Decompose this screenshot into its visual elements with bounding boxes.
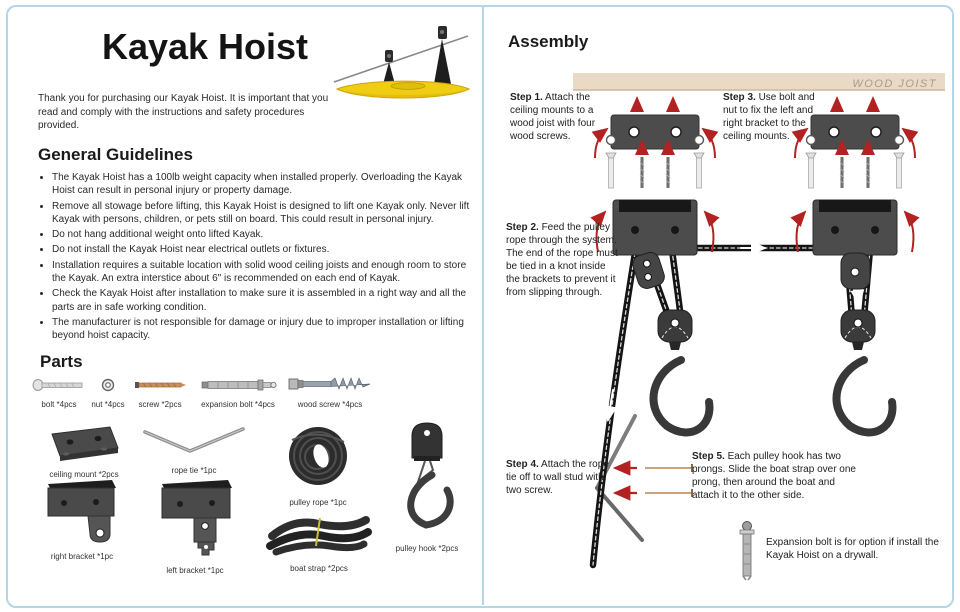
step-2 <box>506 221 622 299</box>
right-bracket-icon <box>40 476 124 546</box>
part-expansion-bolt <box>195 376 281 409</box>
part-screw <box>130 376 190 409</box>
right-bracket-tab <box>841 253 870 289</box>
pulley-hook-left <box>653 360 709 432</box>
hoist-pulley-right <box>434 26 451 84</box>
part-left-bracket <box>150 476 240 575</box>
assembly-heading: Assembly <box>508 32 589 51</box>
pulley-block-right <box>841 310 875 350</box>
step-3-label: Step 3. <box>723 92 756 103</box>
part-label: screw *2pcs <box>138 400 182 409</box>
step-3 <box>723 91 823 143</box>
guidelines-list <box>38 171 480 345</box>
screw-icon <box>132 376 188 394</box>
expansion-bolt-note: Expansion bolt is for option if install the Kayak Hoist on a drywall. <box>766 537 939 561</box>
ceiling-mount-icon <box>44 424 124 464</box>
pulley-rope <box>593 248 870 565</box>
part-label: pulley rope *1pc <box>289 498 347 507</box>
guideline-item: • Check the Kayak Hoist after installation to make sure it is assembled in a right way and all the parts are in safe working condition. <box>52 287 480 314</box>
step-5 <box>692 450 862 502</box>
guideline-item: • The manufacturer is not responsible for damage or injury due to improper installation or lifting beyond hoist capacity. <box>52 316 480 343</box>
part-label: pulley hook *2pcs <box>395 544 459 553</box>
wall-screw-arrows <box>615 464 692 497</box>
part-nut <box>88 376 128 409</box>
part-label: left bracket *1pc <box>166 566 224 575</box>
wood-joist <box>573 73 945 90</box>
step-4-label: Step 4. <box>506 459 539 470</box>
part-pulley-hook <box>390 420 464 553</box>
step-1-label: Step 1. <box>510 92 543 103</box>
pulley-hook-right <box>836 360 892 432</box>
step-1 <box>510 91 620 143</box>
guideline-item: • Installation requires a suitable location with solid wood ceiling joists and enough room to store the Kayak. An extra interstice about 6" is recommended on each end of Kayak. <box>52 259 480 286</box>
expansion-bolt-icon <box>198 376 278 394</box>
nut-icon <box>99 376 117 394</box>
pulley-rope-icon <box>282 420 354 492</box>
wood-joist-label: WOOD JOIST <box>852 78 937 90</box>
bolt-icon <box>30 376 88 394</box>
step-4-text: Attach the rope tie off to wall stud with two screw. <box>506 459 609 496</box>
boat-strap-icon <box>264 506 374 558</box>
part-label: right bracket *1pc <box>50 552 114 561</box>
step-3-text: Use bolt and nut to fix the left and right bracket to the ceiling mounts. <box>723 92 815 142</box>
step-1-text: Attach the ceiling mounts to a wood joist with four wood screws. <box>510 92 596 142</box>
page-divider <box>482 7 484 605</box>
left-bracket-icon <box>152 476 238 560</box>
part-label: rope tie *1pc <box>171 466 217 475</box>
expansion-bolt-illustration <box>740 522 754 581</box>
part-label: ceiling mount *2pcs <box>49 470 119 479</box>
step-5-label: Step 5. <box>692 451 725 462</box>
guideline-item: • Remove all stowage before lifting, this Kayak Hoist is designed to lift one Kayak only. Never lift Kayak with persons, children, or pets still on board. This could result in personal injury. <box>52 200 480 227</box>
guideline-item: • The Kayak Hoist has a 100lb weight capacity when installed properly. Overloading the Kayak Hoist can result in personal injury or property damage. <box>52 171 480 198</box>
part-rope-tie <box>138 424 250 475</box>
intro-paragraph: Thank you for purchasing our Kayak Hoist. It is important that you read and comply with the instructions and safety procedures provided. <box>38 93 329 131</box>
part-label: nut *4pcs <box>91 400 125 409</box>
pulley-hook-icon <box>392 420 462 538</box>
step-2-label: Step 2. <box>506 222 539 233</box>
guidelines-heading: General Guidelines <box>38 145 193 164</box>
part-boat-strap <box>262 506 376 573</box>
part-right-bracket <box>38 476 126 561</box>
kayak-hoist-illustration <box>332 2 474 106</box>
part-ceiling-mount <box>42 424 126 479</box>
guideline-item: • Do not install the Kayak Hoist near electrical outlets or fixtures. <box>52 243 480 256</box>
parts-heading: Parts <box>40 352 83 371</box>
part-label: wood screw *4pcs <box>297 400 363 409</box>
part-label: expansion bolt *4pcs <box>201 400 275 409</box>
page-title: Kayak Hoist <box>101 26 309 67</box>
guideline-item: • Do not hang additional weight onto lifted Kayak. <box>52 228 480 241</box>
part-bolt <box>28 376 90 409</box>
step-5-text: Each pulley hook has two prongs. Slide the boat strap over one prong, then around the boat and attach it to the other side. <box>692 451 856 501</box>
part-pulley-rope <box>278 420 358 507</box>
pulley-block-left <box>658 310 692 350</box>
part-label: boat strap *2pcs <box>290 564 348 573</box>
rope-tie-icon <box>140 424 248 460</box>
step-4 <box>506 458 612 497</box>
wood-screw-icon <box>286 374 374 394</box>
kayak <box>337 81 469 98</box>
part-label: bolt *4pcs <box>41 400 77 409</box>
step-2-text: Feed the pulley rope through the system. The end of the rope must be tied in a knot inside the brackets to prevent it from slipping through. <box>506 222 618 298</box>
part-wood-screw <box>284 374 376 409</box>
